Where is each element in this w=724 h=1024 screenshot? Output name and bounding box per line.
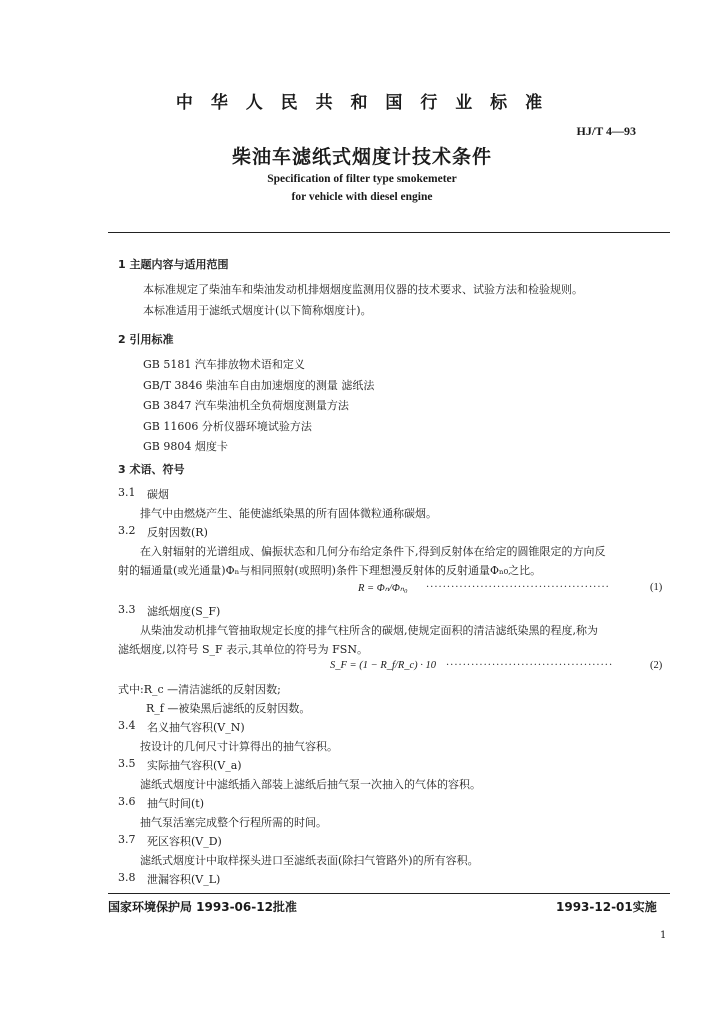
clause-number: 3.2 <box>118 524 136 537</box>
clause-definition: 在入射辐射的光谱组成、偏振状态和几何分布给定条件下,得到反射体在给定的圆锥限定的方向反 <box>140 545 606 558</box>
effective-date: 1993-12-01实施 <box>556 900 657 914</box>
clause-number: 3.3 <box>118 603 136 616</box>
standard-level: 中 华 人 民 共 和 国 行 业 标 准 <box>175 93 549 113</box>
equation-number: (1) <box>650 582 663 593</box>
symbol-explanation: 式中:R_c —清洁滤纸的反射因数; <box>118 683 281 696</box>
clause-term: 反射因数(R) <box>147 526 208 539</box>
clause-number: 3.4 <box>118 719 136 732</box>
footer-rule <box>108 893 670 894</box>
reference-item: GB/T 3846 柴油车自由加速烟度的测量 滤纸法 <box>143 379 375 392</box>
reference-item: GB 3847 汽车柴油机全负荷烟度测量方法 <box>143 399 349 412</box>
approval-info: 国家环境保护局 1993-06-12批准 <box>108 900 297 914</box>
leader-dots: ············································ <box>426 582 610 593</box>
section-heading: 1 主题内容与适用范围 <box>118 258 229 271</box>
clause-term: 碳烟 <box>147 488 169 501</box>
equation: R = Φₙ/Φₙ₀ <box>358 583 408 594</box>
paragraph: 本标准规定了柴油车和柴油发动机排烟烟度监测用仪器的技术要求、试验方法和检验规则。 <box>143 283 583 296</box>
standard-code: HJ/T 4—93 <box>576 124 636 138</box>
clause-term: 抽气时间(t) <box>147 797 205 810</box>
page-number: 1 <box>660 930 667 941</box>
clause-number: 3.7 <box>118 833 136 846</box>
document-title: 柴油车滤纸式烟度计技术条件 <box>231 146 492 168</box>
clause-number: 3.5 <box>118 757 136 770</box>
clause-term: 滤纸烟度(S_F) <box>147 605 221 618</box>
english-title-line-2: for vehicle with diesel engine <box>291 191 433 203</box>
leader-dots: ········································ <box>446 660 614 671</box>
clause-definition: 滤纸式烟度计中取样探头进口至滤纸表面(除扫气管路外)的所有容积。 <box>140 854 479 867</box>
clause-term: 实际抽气容积(V_a) <box>147 759 242 772</box>
english-title-line-1: Specification of filter type smokemeter <box>267 173 457 185</box>
clause-number: 3.8 <box>118 871 136 884</box>
clause-definition: 滤纸烟度,以符号 S_F 表示,其单位的符号为 FSN。 <box>118 643 368 656</box>
section-heading: 2 引用标准 <box>118 333 174 346</box>
clause-definition: 排气中由燃烧产生、能使滤纸染黑的所有固体微粒通称碳烟。 <box>140 507 437 520</box>
clause-definition: 从柴油发动机排气管抽取规定长度的排气柱所含的碳烟,使规定面积的清洁滤纸染黑的程度,称为 <box>140 624 598 637</box>
clause-definition: 射的辐通量(或光通量)Φₙ与相同照射(或照明)条件下理想漫反射体的反射通量Φₙ₀之比。 <box>118 564 542 577</box>
clause-term: 死区容积(V_D) <box>147 835 222 848</box>
clause-number: 3.6 <box>118 795 136 808</box>
clause-definition: 抽气泵活塞完成整个行程所需的时间。 <box>140 816 327 829</box>
equation-number: (2) <box>650 660 663 671</box>
symbol-explanation: R_f —被染黑后滤纸的反射因数。 <box>146 702 311 715</box>
clause-definition: 滤纸式烟度计中滤纸插入部装上滤纸后抽气泵一次抽入的气体的容积。 <box>140 778 481 791</box>
clause-definition: 按设计的几何尺寸计算得出的抽气容积。 <box>140 740 338 753</box>
clause-term: 名义抽气容积(V_N) <box>147 721 245 734</box>
equation: S_F = (1 − R_f/R_c) · 10 <box>330 660 437 671</box>
section-heading: 3 术语、符号 <box>118 463 185 476</box>
reference-item: GB 11606 分析仪器环境试验方法 <box>143 420 312 433</box>
clause-number: 3.1 <box>118 486 136 499</box>
clause-term: 泄漏容积(V_L) <box>147 873 221 886</box>
reference-item: GB 5181 汽车排放物术语和定义 <box>143 358 305 371</box>
reference-item: GB 9804 烟度卡 <box>143 440 228 453</box>
paragraph: 本标准适用于滤纸式烟度计(以下简称烟度计)。 <box>143 304 372 317</box>
header-rule <box>108 232 670 233</box>
